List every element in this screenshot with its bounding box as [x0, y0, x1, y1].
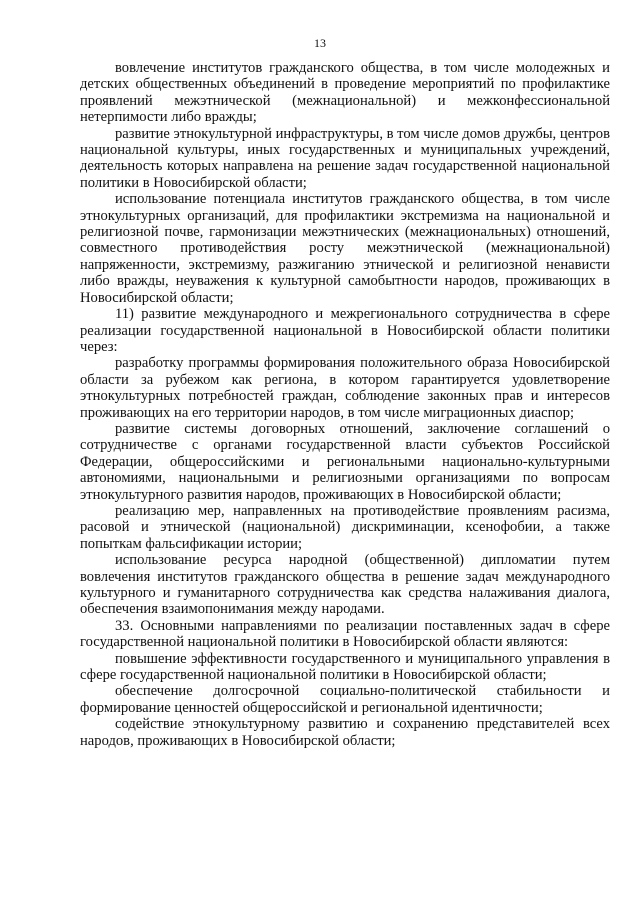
paragraph: повышение эффективности государственного и муниципального управления в сфере государственной национальной политики в Новосибирской области;	[80, 650, 610, 684]
document-body	[80, 60, 610, 749]
paragraph: реализацию мер, направленных на противодействие проявлениям расизма, расовой и этнической (национальной) дискриминации, ксенофобии, а также попыткам фальсификации истории;	[80, 502, 610, 552]
paragraph: содействие этнокультурному развитию и сохранению представителей всех народов, проживающих в Новосибирской области;	[80, 716, 610, 749]
paragraph: использование ресурса народной (общественной) дипломатии путем вовлечения институтов гражданского общества в решение задач международного культурного и гуманитарного сотрудничества как средства налаживания диалога, обеспечения взаимопонимания между народами.	[80, 552, 610, 618]
paragraph: вовлечение институтов гражданского общества, в том числе молодежных и детских общественных объединений в проведение мероприятий по профилактике проявлений межэтнической (межнациональной) и межконфессиональной нетерпимости либо вражды;	[80, 60, 610, 126]
paragraph: развитие этнокультурной инфраструктуры, в том числе домов дружбы, центров национальной культуры, иных государственных и муниципальных учреждений, деятельность которых направлена на решение задач государственной национальной политики в Новосибирской области;	[80, 125, 610, 191]
page-number: 13	[314, 36, 326, 50]
paragraph: обеспечение долгосрочной социально-политической стабильности и формирование ценностей общероссийской и региональной идентичности;	[80, 683, 610, 716]
paragraph: 11) развитие международного и межрегионального сотрудничества в сфере реализации государственной национальной в Новосибирской области политики через:	[80, 306, 610, 355]
paragraph: разработку программы формирования положительного образа Новосибирской области за рубежом как региона, в котором гарантируется удовлетворение этнокультурных потребностей граждан, соблюдение законных прав и интересов проживающих на его территории народов, в том числе миграционных диаспор;	[80, 355, 610, 421]
paragraph: использование потенциала институтов гражданского общества, в том числе этнокультурных организаций, для профилактики экстремизма на национальной и религиозной почве, гармонизации межэтнических (межнациональных) отношений, совместного противодействия росту межэтнической (межнациональной) напряженности, экстремизму, разжиганию этнической и религиозной ненависти либо вражды, неуважения к культурной самобытности народов, проживающих в Новосибирской области;	[80, 191, 610, 306]
paragraph: 33. Основными направлениями по реализации поставленных задач в сфере государственной национальной политики в Новосибирской области являются:	[80, 617, 610, 651]
paragraph: развитие системы договорных отношений, заключение соглашений о сотрудничестве с органами государственной власти субъектов Российской Федерации, общероссийскими и региональными национально-культурными автономиями, национальными и религиозными организациями по вопросам этнокультурного развития народов, проживающих в Новосибирской области;	[80, 420, 610, 503]
